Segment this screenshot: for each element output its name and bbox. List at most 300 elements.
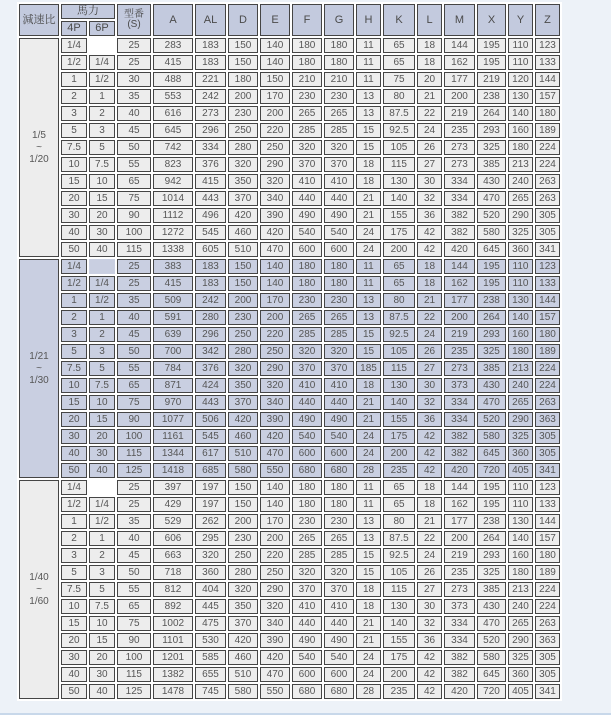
table-cell: 30: [61, 429, 87, 444]
table-cell: 600: [292, 446, 322, 461]
table-cell: 115: [117, 446, 151, 461]
table-cell: 370: [324, 582, 354, 597]
table-cell: 591: [153, 310, 193, 325]
table-cell: 36: [417, 208, 442, 223]
table-row: [19, 616, 560, 631]
group-label-ratio-0: 1/5 ~ 1/20: [19, 38, 59, 257]
table-cell: 65: [383, 276, 415, 291]
table-cell: 13: [356, 531, 381, 546]
table-cell: 420: [228, 412, 258, 427]
table-cell: 2: [61, 89, 87, 104]
table-cell: 296: [195, 327, 226, 342]
table-cell: 376: [195, 157, 226, 172]
table-cell: 155: [383, 208, 415, 223]
table-cell: 157: [535, 310, 560, 325]
table-cell: 250: [260, 344, 290, 359]
table-cell: 1478: [153, 684, 193, 699]
table-cell: 382: [444, 667, 475, 682]
table-cell: 25: [117, 38, 151, 53]
table-cell: 42: [417, 242, 442, 257]
table-cell: 3: [61, 548, 87, 563]
table-cell: 340: [260, 395, 290, 410]
table-cell: 45: [117, 123, 151, 138]
table-cell: 21: [417, 293, 442, 308]
table-cell: 238: [477, 89, 506, 104]
table-cell: 600: [292, 242, 322, 257]
table-cell: 110: [508, 497, 533, 512]
table-cell: 264: [477, 106, 506, 121]
table-cell: 133: [535, 55, 560, 70]
table-cell: 1/4: [61, 480, 87, 495]
column-header-y: Y: [508, 4, 533, 36]
table-cell: 219: [444, 106, 475, 121]
table-cell: 420: [260, 225, 290, 240]
table-cell: 25: [117, 276, 151, 291]
table-cell: 305: [535, 208, 560, 223]
table-cell: 262: [195, 514, 226, 529]
column-header-al: AL: [195, 4, 226, 36]
table-cell: 25: [117, 55, 151, 70]
table-cell: 600: [292, 667, 322, 682]
table-cell: 30: [61, 208, 87, 223]
table-cell: 18: [417, 276, 442, 291]
table-cell: 295: [195, 531, 226, 546]
table-cell: 280: [228, 140, 258, 155]
table-cell: 177: [444, 72, 475, 87]
table-row: [19, 293, 560, 308]
table-cell: 2: [89, 327, 115, 342]
table-cell: 293: [477, 548, 506, 563]
table-cell: 42: [417, 463, 442, 478]
table-cell: 21: [417, 514, 442, 529]
table-cell: 871: [153, 378, 193, 393]
table-cell: 110: [508, 38, 533, 53]
table-cell: 87.5: [383, 310, 415, 325]
table-cell: 65: [383, 55, 415, 70]
table-cell: 40: [117, 310, 151, 325]
table-cell: 18: [356, 174, 381, 189]
table-cell: 180: [535, 106, 560, 121]
table-cell: 195: [477, 480, 506, 495]
table-cell: 250: [228, 123, 258, 138]
table-cell: 5: [61, 344, 87, 359]
table-row: [19, 650, 560, 665]
table-cell: 230: [324, 89, 354, 104]
table-cell: 180: [228, 72, 258, 87]
table-cell: 510: [228, 242, 258, 257]
table-cell: 13: [356, 106, 381, 121]
table-cell: 7.5: [89, 157, 115, 172]
table-cell: 115: [383, 157, 415, 172]
table-cell: 50: [117, 344, 151, 359]
table-cell: 24: [356, 242, 381, 257]
table-cell: 265: [324, 310, 354, 325]
table-row: [19, 531, 560, 546]
table-cell: 13: [356, 89, 381, 104]
table-cell: 50: [117, 140, 151, 155]
table-cell: 373: [444, 378, 475, 393]
table-cell: 21: [356, 191, 381, 206]
table-cell: 334: [195, 140, 226, 155]
table-cell: 75: [117, 616, 151, 631]
table-cell: 5: [89, 582, 115, 597]
table-cell: 370: [292, 361, 322, 376]
table-cell: 812: [153, 582, 193, 597]
table-cell: 320: [228, 157, 258, 172]
table-cell: 430: [477, 599, 506, 614]
table-cell: 180: [324, 497, 354, 512]
table-cell: 265: [292, 106, 322, 121]
table-row: [19, 446, 560, 461]
table-cell: 440: [324, 616, 354, 631]
table-cell: 11: [356, 72, 381, 87]
table-cell: 100: [117, 429, 151, 444]
table-cell: 110: [508, 55, 533, 70]
table-cell: 1382: [153, 667, 193, 682]
table-row: [19, 106, 560, 121]
table-cell: 553: [153, 89, 193, 104]
table-cell: 50: [61, 242, 87, 257]
table-cell: 370: [324, 157, 354, 172]
table-cell: 200: [383, 446, 415, 461]
table-cell: 382: [444, 429, 475, 444]
table-cell: 183: [195, 259, 226, 274]
table-cell: 680: [324, 463, 354, 478]
table-cell: 24: [417, 548, 442, 563]
column-header-horsepower: 馬力: [61, 4, 115, 19]
table-cell: 180: [292, 259, 322, 274]
table-cell: 1344: [153, 446, 193, 461]
table-cell: 1/2: [61, 497, 87, 512]
table-cell: 10: [89, 174, 115, 189]
table-cell: 470: [260, 667, 290, 682]
table-cell: 680: [292, 684, 322, 699]
table-cell: 1112: [153, 208, 193, 223]
table-cell: 460: [228, 225, 258, 240]
table-cell: 40: [117, 531, 151, 546]
table-cell: 162: [444, 276, 475, 291]
table-cell: 440: [292, 616, 322, 631]
table-cell: 1: [61, 514, 87, 529]
table-cell: 440: [292, 395, 322, 410]
table-cell: 1002: [153, 616, 193, 631]
table-cell: 250: [260, 140, 290, 155]
table-cell: 25: [117, 497, 151, 512]
table-row: [19, 174, 560, 189]
table-cell: 685: [195, 463, 226, 478]
table-cell: 11: [356, 497, 381, 512]
table-cell: 200: [444, 531, 475, 546]
table-cell: 424: [195, 378, 226, 393]
table-row: [19, 514, 560, 529]
table-cell: 22: [417, 310, 442, 325]
table-cell: 325: [477, 140, 506, 155]
table-cell: 230: [292, 293, 322, 308]
column-header-m: M: [444, 4, 475, 36]
table-cell: 5: [61, 123, 87, 138]
table-cell: 350: [228, 599, 258, 614]
table-cell: 42: [417, 446, 442, 461]
column-header-l: L: [417, 4, 442, 36]
table-cell: 7.5: [61, 140, 87, 155]
table-cell: 180: [324, 259, 354, 274]
table-cell: 35: [117, 514, 151, 529]
column-header-g: G: [324, 4, 354, 36]
table-cell: 1/2: [89, 293, 115, 308]
table-cell: 36: [417, 633, 442, 648]
table-cell: 28: [356, 463, 381, 478]
table-cell: 280: [228, 565, 258, 580]
table-row: [19, 684, 560, 699]
table-cell: 600: [324, 242, 354, 257]
table-cell: 140: [508, 310, 533, 325]
table-cell: 290: [508, 633, 533, 648]
table-cell: 75: [383, 72, 415, 87]
table-cell: 21: [417, 89, 442, 104]
table-cell: 470: [260, 446, 290, 461]
table-cell: 240: [508, 174, 533, 189]
table-cell: 263: [535, 616, 560, 631]
table-cell: 325: [508, 650, 533, 665]
table-cell: 21: [356, 616, 381, 631]
table-cell: 273: [444, 582, 475, 597]
table-cell: 30: [89, 225, 115, 240]
table-cell: 460: [228, 429, 258, 444]
table-cell: 180: [292, 38, 322, 53]
table-cell: 10: [89, 395, 115, 410]
table-cell: 370: [292, 157, 322, 172]
table-cell: 3: [61, 327, 87, 342]
table-cell: 305: [535, 225, 560, 240]
table-cell: 110: [508, 276, 533, 291]
table-cell: 334: [444, 174, 475, 189]
table-cell: 370: [228, 191, 258, 206]
table-cell: 11: [356, 55, 381, 70]
table-cell: 273: [195, 106, 226, 121]
table-cell: 415: [153, 276, 193, 291]
table-cell: 18: [417, 259, 442, 274]
table-cell: 45: [117, 327, 151, 342]
table-cell: 195: [477, 55, 506, 70]
table-cell: 942: [153, 174, 193, 189]
table-cell: 195: [477, 259, 506, 274]
table-cell: 180: [324, 480, 354, 495]
table-cell: 144: [444, 38, 475, 53]
table-cell: 265: [508, 191, 533, 206]
table-cell: 545: [195, 429, 226, 444]
table-cell: 210: [324, 72, 354, 87]
table-cell: 334: [444, 633, 475, 648]
table-cell: 341: [535, 684, 560, 699]
spec-table: [17, 2, 562, 701]
table-cell: 420: [444, 242, 475, 257]
table-cell: 21: [356, 633, 381, 648]
table-cell: 265: [508, 395, 533, 410]
table-cell: 130: [508, 293, 533, 308]
table-cell: 162: [444, 497, 475, 512]
table-cell: 220: [260, 123, 290, 138]
table-row: [19, 191, 560, 206]
table-cell: 263: [535, 191, 560, 206]
table-cell: 40: [89, 242, 115, 257]
table-cell: 510: [228, 667, 258, 682]
table-cell: 410: [292, 599, 322, 614]
table-cell: 235: [444, 344, 475, 359]
table-cell: 20: [417, 72, 442, 87]
table-cell: 242: [195, 89, 226, 104]
table-cell: 440: [292, 191, 322, 206]
table-cell: 50: [117, 565, 151, 580]
table-cell: 180: [324, 276, 354, 291]
group-label-ratio-1: 1/21 ~ 1/30: [19, 259, 59, 478]
table-cell: 40: [61, 667, 87, 682]
table-cell: 200: [260, 106, 290, 121]
group-label-ratio-2: 1/40 ~ 1/60: [19, 480, 59, 699]
table-cell: 545: [195, 225, 226, 240]
table-cell: 680: [324, 684, 354, 699]
table-cell: 177: [444, 514, 475, 529]
table-cell: 235: [444, 123, 475, 138]
table-cell: 21: [356, 395, 381, 410]
table-cell: 605: [195, 242, 226, 257]
table-cell: 1: [89, 89, 115, 104]
table-cell: 385: [477, 582, 506, 597]
table-cell: 13: [356, 293, 381, 308]
table-cell: 1418: [153, 463, 193, 478]
table-cell: 24: [356, 446, 381, 461]
table-cell: 2: [61, 531, 87, 546]
table-cell: 445: [195, 599, 226, 614]
column-header-z: Z: [535, 4, 560, 36]
table-cell: 87.5: [383, 531, 415, 546]
table-cell: 420: [444, 684, 475, 699]
table-cell: 290: [508, 208, 533, 223]
table-cell: 27: [417, 361, 442, 376]
table-row: [19, 157, 560, 172]
table-cell: 580: [477, 225, 506, 240]
table-cell: 397: [153, 480, 193, 495]
table-row: [19, 89, 560, 104]
table-cell: 3: [89, 344, 115, 359]
table-cell: 230: [228, 531, 258, 546]
table-cell: 180: [324, 55, 354, 70]
table-cell: 3: [61, 106, 87, 121]
table-cell: 110: [508, 480, 533, 495]
table-cell: 90: [117, 208, 151, 223]
table-cell: 645: [477, 242, 506, 257]
table-cell: 144: [444, 259, 475, 274]
table-cell: 42: [417, 225, 442, 240]
table-cell: 180: [508, 565, 533, 580]
table-cell: 185: [356, 361, 381, 376]
column-header-f: F: [292, 4, 322, 36]
table-cell: 224: [535, 140, 560, 155]
table-cell: 10: [61, 599, 87, 614]
table-cell: 273: [444, 157, 475, 172]
table-cell: 334: [444, 191, 475, 206]
table-cell: 440: [324, 191, 354, 206]
column-header-h: H: [356, 4, 381, 36]
table-cell: 290: [260, 157, 290, 172]
table-cell: 645: [477, 667, 506, 682]
table-cell: 133: [535, 497, 560, 512]
table-cell: 140: [383, 395, 415, 410]
table-cell: 150: [260, 72, 290, 87]
table-cell: 150: [228, 38, 258, 53]
table-cell: 170: [260, 89, 290, 104]
table-cell: 224: [535, 582, 560, 597]
table-cell: 1077: [153, 412, 193, 427]
table-cell: 320: [260, 599, 290, 614]
table-cell: 320: [324, 344, 354, 359]
table-cell: 1201: [153, 650, 193, 665]
table-row: [19, 429, 560, 444]
table-cell: 2: [61, 310, 87, 325]
table-cell: 490: [324, 208, 354, 223]
table-cell: 1/4: [61, 259, 87, 274]
table-cell: 200: [444, 310, 475, 325]
table-cell: 140: [383, 191, 415, 206]
table-cell: 160: [508, 327, 533, 342]
table-cell: 11: [356, 38, 381, 53]
table-cell: 7.5: [61, 582, 87, 597]
table-cell: 24: [356, 667, 381, 682]
table-cell: 20: [61, 633, 87, 648]
table-cell: 200: [228, 293, 258, 308]
table-cell: 213: [508, 361, 533, 376]
table-cell: 213: [508, 157, 533, 172]
table-cell: 15: [356, 344, 381, 359]
table-cell: 15: [89, 412, 115, 427]
table-cell: 80: [383, 293, 415, 308]
table-cell: 55: [117, 361, 151, 376]
table-cell: 189: [535, 344, 560, 359]
table-cell: 390: [260, 412, 290, 427]
table-row: [19, 259, 560, 274]
table-cell: 65: [383, 497, 415, 512]
table-cell: 123: [535, 259, 560, 274]
table-cell: 320: [292, 140, 322, 155]
table-row: [19, 344, 560, 359]
table-cell: 200: [383, 667, 415, 682]
table-cell: 1/2: [89, 72, 115, 87]
table-cell: 540: [324, 225, 354, 240]
table-cell: 40: [61, 446, 87, 461]
table-cell: 285: [324, 327, 354, 342]
table-cell: 15: [89, 191, 115, 206]
table-cell: 680: [292, 463, 322, 478]
column-header-d: D: [228, 4, 258, 36]
table-cell: 506: [195, 412, 226, 427]
table-row: [19, 242, 560, 257]
table-cell: 21: [356, 412, 381, 427]
table-cell: 20: [61, 191, 87, 206]
table-cell: 115: [383, 361, 415, 376]
table-cell: 24: [356, 650, 381, 665]
column-header-e: E: [260, 4, 290, 36]
table-cell: 140: [260, 259, 290, 274]
table-cell: 24: [417, 327, 442, 342]
table-cell: 440: [324, 395, 354, 410]
table-cell: 242: [195, 293, 226, 308]
table-cell: 540: [324, 429, 354, 444]
table-cell: 123: [535, 38, 560, 53]
table-cell: 420: [260, 429, 290, 444]
table-cell: 162: [444, 55, 475, 70]
table-cell: 645: [477, 446, 506, 461]
table-cell: 490: [292, 412, 322, 427]
table-cell: 115: [117, 242, 151, 257]
